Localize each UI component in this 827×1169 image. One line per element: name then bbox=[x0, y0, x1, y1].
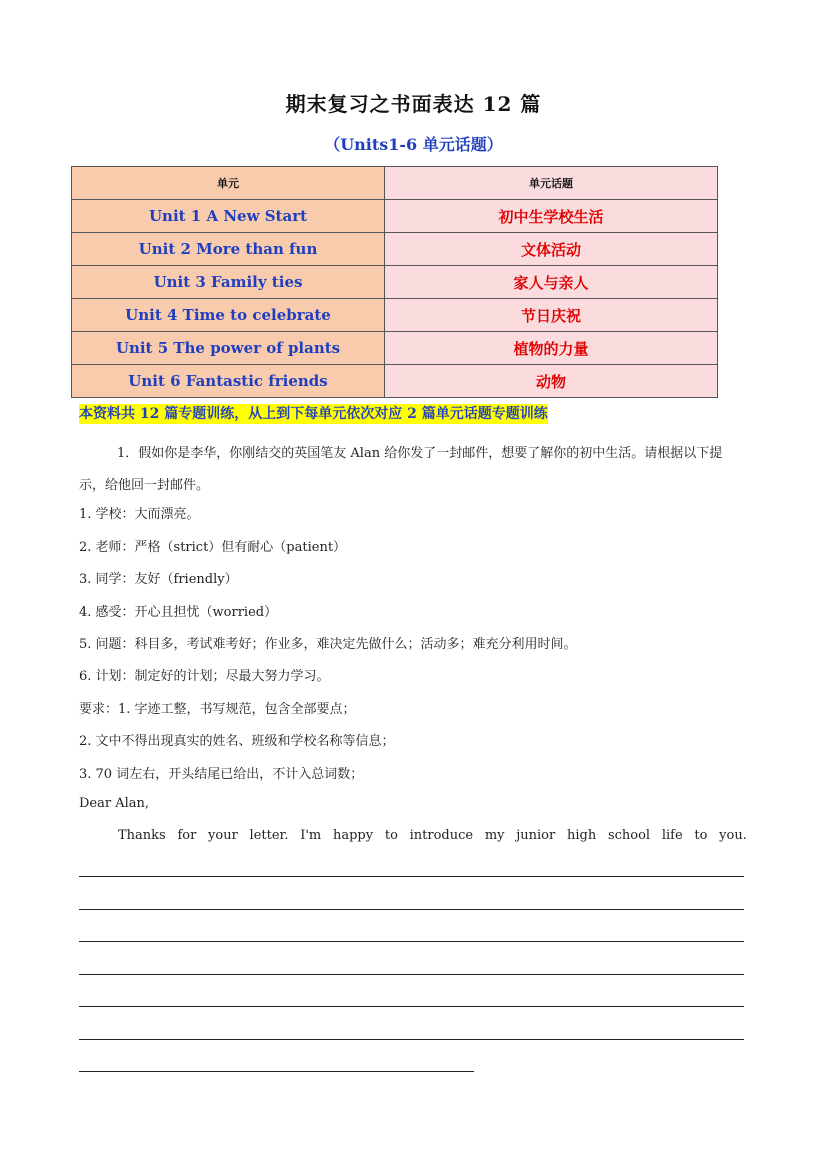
opening-word: my bbox=[484, 828, 505, 843]
unit-cell: Unit 3 Family ties bbox=[72, 266, 385, 299]
topic-cell: 家人与亲人 bbox=[385, 266, 718, 299]
table-row bbox=[72, 266, 718, 299]
table-row bbox=[72, 200, 718, 233]
writing-line[interactable] bbox=[79, 1006, 744, 1007]
units-table bbox=[71, 166, 718, 398]
table-header-row bbox=[72, 167, 718, 200]
writing-line[interactable] bbox=[79, 974, 744, 975]
unit-cell: Unit 1 A New Start bbox=[72, 200, 385, 233]
page-subtitle: （Units1-6 单元话题） bbox=[324, 135, 503, 154]
requirement: 3. 70 词左右，开头结尾已给出，不计入总词数； bbox=[79, 767, 364, 782]
opening-sentence bbox=[118, 828, 747, 843]
task-point: 3. 同学：友好（friendly） bbox=[79, 572, 238, 587]
task-point: 5. 问题：科目多，考试难考好；作业多，难决定先做什么；活动多；难充分利用时间。 bbox=[79, 637, 577, 652]
requirement: 要求：1. 字迹工整，书写规范，包含全部要点； bbox=[79, 702, 356, 717]
opening-word: you. bbox=[719, 828, 747, 843]
highlight-note: 本资料共 12 篇专题训练，从上到下每单元依次对应 2 篇单元话题专题训练 bbox=[79, 406, 548, 422]
header-topic: 单元话题 bbox=[385, 167, 718, 200]
table-row bbox=[72, 332, 718, 365]
opening-word: happy bbox=[332, 828, 374, 843]
opening-word: your bbox=[208, 828, 238, 843]
writing-line[interactable] bbox=[79, 909, 744, 910]
opening-word: junior bbox=[516, 828, 556, 843]
task-point: 4. 感受：开心且担忧（worried） bbox=[79, 605, 278, 620]
table-row bbox=[72, 365, 718, 398]
writing-line[interactable] bbox=[79, 1039, 744, 1040]
table-row bbox=[72, 233, 718, 266]
opening-word: school bbox=[607, 828, 651, 843]
opening-word: life bbox=[661, 828, 683, 843]
topic-cell: 植物的力量 bbox=[385, 332, 718, 365]
unit-cell: Unit 6 Fantastic friends bbox=[72, 365, 385, 398]
opening-word: high bbox=[566, 828, 597, 843]
task-point: 2. 老师：严格（strict）但有耐心（patient） bbox=[79, 540, 347, 555]
topic-cell: 初中生学校生活 bbox=[385, 200, 718, 233]
task-intro: 1．假如你是李华，你刚结交的英国笔友 Alan 给你发了一封邮件，想要了解你的初中生活。请根据以下提示，给他回一封邮件。 bbox=[79, 446, 723, 493]
table-row bbox=[72, 299, 718, 332]
opening-word: introduce bbox=[409, 828, 474, 843]
opening-word: to bbox=[694, 828, 708, 843]
opening-word: to bbox=[384, 828, 398, 843]
unit-cell: Unit 2 More than fun bbox=[72, 233, 385, 266]
opening-word: Thanks bbox=[118, 828, 166, 843]
opening-word: for bbox=[177, 828, 197, 843]
task-point: 6. 计划：制定好的计划；尽最大努力学习。 bbox=[79, 669, 330, 684]
topic-cell: 动物 bbox=[385, 365, 718, 398]
header-unit: 单元 bbox=[72, 167, 385, 200]
writing-line[interactable] bbox=[79, 1071, 474, 1072]
task-point: 1. 学校：大而漂亮。 bbox=[79, 507, 200, 522]
writing-line[interactable] bbox=[79, 941, 744, 942]
unit-cell: Unit 5 The power of plants bbox=[72, 332, 385, 365]
requirement: 2. 文中不得出现真实的姓名、班级和学校名称等信息； bbox=[79, 734, 395, 749]
page-title: 期末复习之书面表达 12 篇 bbox=[285, 92, 542, 116]
topic-cell: 节日庆祝 bbox=[385, 299, 718, 332]
salutation: Dear Alan, bbox=[79, 796, 150, 811]
topic-cell: 文体活动 bbox=[385, 233, 718, 266]
opening-word: I'm bbox=[300, 828, 322, 843]
unit-cell: Unit 4 Time to celebrate bbox=[72, 299, 385, 332]
writing-line[interactable] bbox=[79, 876, 744, 877]
opening-word: letter. bbox=[249, 828, 289, 843]
